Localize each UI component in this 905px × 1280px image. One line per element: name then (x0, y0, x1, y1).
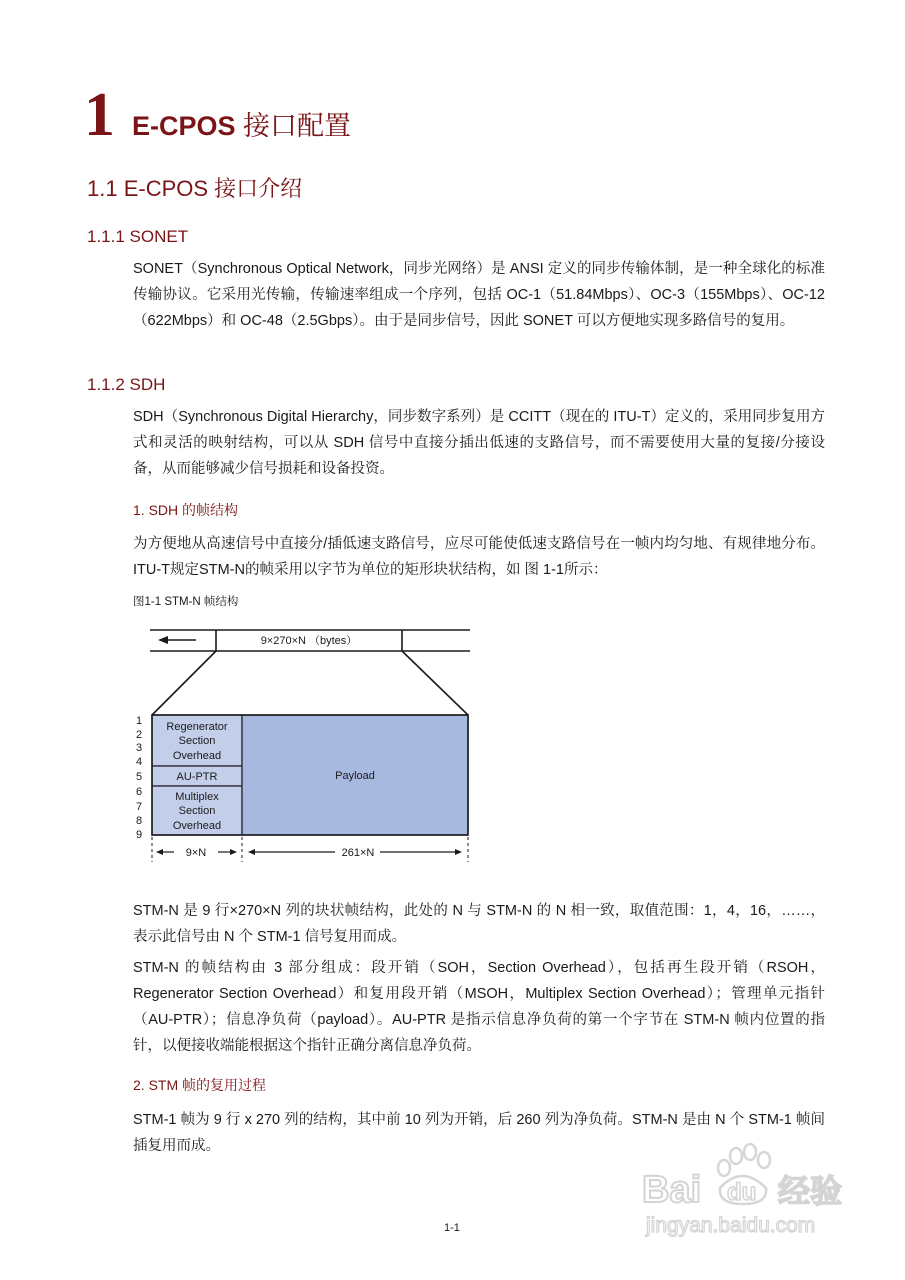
svg-text:5: 5 (135, 771, 143, 783)
svg-text:Payload: Payload (335, 770, 375, 782)
sdh-paragraph (133, 404, 825, 482)
frame-structure-paragraph (133, 531, 825, 583)
section-1-1-1-heading: 1.1.1 SONET (87, 227, 189, 246)
svg-text:4: 4 (135, 756, 143, 768)
stream-direction-arrow-icon (158, 636, 196, 644)
frame-structure-text: 为方便地从高速信号中直接分/插低速支路信号，应尽可能使低速支路信号在一帧内均匀地、有规律地分布。ITU-T规定STM-N的帧采用以字节为单位的矩形块状结构，如 图 1-1所示： (133, 536, 825, 578)
subsection-2-heading: 2. STM 帧的复用过程 (133, 1077, 267, 1093)
svg-text:Overhead: Overhead (172, 820, 222, 832)
subsection-1-heading: 1. SDH 的帧结构 (133, 502, 239, 518)
multiplex-text: STM-1 帧为 9 行 x 270 列的结构，其中前 10 列为开销，后 260 列为净负荷。STM-N 是由 N 个 STM-1 帧间插复用而成。 (133, 1112, 825, 1154)
stm-n-description (133, 898, 825, 950)
chapter-number: 1 (84, 81, 115, 149)
sonet-paragraph (133, 256, 825, 334)
svg-text:7: 7 (135, 801, 143, 813)
svg-text:Bai: Bai (642, 1169, 702, 1211)
chapter-title-cjk: 接口配置 (235, 111, 352, 141)
stm-n-structure-text: STM-N 的帧结构由 3 部分组成：段开销（SOH，Section Overhead），包括再生段开销（RSOH，Regenerator Section Overhead）和复用段开销（MSOH，Multiplex Section Overhead）；管理单元指针（AU-PTR）；信息净负荷（payload）。AU-PTR 是指示信息净负荷的第一个字节在 STM-N 帧内位置的指针，以便接收端能根据这个指针正确分离信息净负荷。 (133, 960, 825, 1054)
frame-size-label: 9×270×N （bytes） (260, 635, 358, 647)
svg-text:1: 1 (135, 715, 143, 727)
svg-text:8: 8 (135, 815, 143, 827)
svg-text:9: 9 (135, 829, 143, 841)
svg-text:9×N: 9×N (185, 847, 207, 859)
figure-caption: 图1-1 STM-N 帧结构 (133, 596, 239, 608)
sdh-text: SDH（Synchronous Digital Hierarchy，同步数字系列）是 CCITT（现在的 ITU-T）定义的，采用同步复用方式和灵活的映射结构，可以从 SDH 信号中直接分插出低速的支路信号，而不需要使用大量的复接/分接设备，从而能够减少信号损耗和设备投资。 (133, 409, 825, 477)
page-number: 1-1 (444, 1222, 460, 1234)
chapter-title-latin: E-CPOS (132, 111, 236, 141)
svg-text:du: du (727, 1179, 757, 1206)
chapter-title (132, 110, 351, 142)
stm-n-text: STM-N 是 9 行×270×N 列的块状帧结构，此处的 N 与 STM-N 的 N 相一致，取值范围：1，4，16，……，表示此信号由 N 个 STM-1 信号复用而成。 (133, 903, 825, 945)
svg-text:Regenerator: Regenerator (166, 721, 228, 733)
svg-text:2: 2 (135, 729, 143, 741)
svg-text:3: 3 (135, 742, 143, 754)
stm-n-frame-diagram (130, 620, 480, 870)
baidu-watermark (638, 1140, 868, 1250)
svg-text:jingyan.baidu.com: jingyan.baidu.com (646, 1214, 816, 1237)
stm-n-structure-paragraph (133, 955, 825, 1059)
svg-text:经验: 经验 (778, 1172, 843, 1210)
sonet-text: SONET（Synchronous Optical Network，同步光网络）是 ANSI 定义的同步传输体制，是一种全球化的标准传输协议。它采用光传输，传输速率组成一个序列，包括 OC-1（51.84Mbps）、OC-3（155Mbps）、OC-12（622Mbps）和 OC-48（2.5Gbps）。由于是同步信号，因此 SONET 可以方便地实现多路信号的复用。 (133, 261, 825, 329)
section-1-1-2-heading: 1.1.2 SDH (87, 375, 166, 394)
svg-text:Section: Section (178, 735, 216, 747)
svg-text:6: 6 (135, 786, 143, 798)
svg-text:Multiplex: Multiplex (175, 791, 219, 803)
svg-text:Section: Section (178, 805, 216, 817)
svg-text:AU-PTR: AU-PTR (176, 771, 218, 783)
svg-text:Overhead: Overhead (172, 750, 222, 762)
svg-text:261×N: 261×N (341, 847, 375, 859)
section-1-1-heading: 1.1 E-CPOS 接口介绍 (87, 176, 303, 201)
